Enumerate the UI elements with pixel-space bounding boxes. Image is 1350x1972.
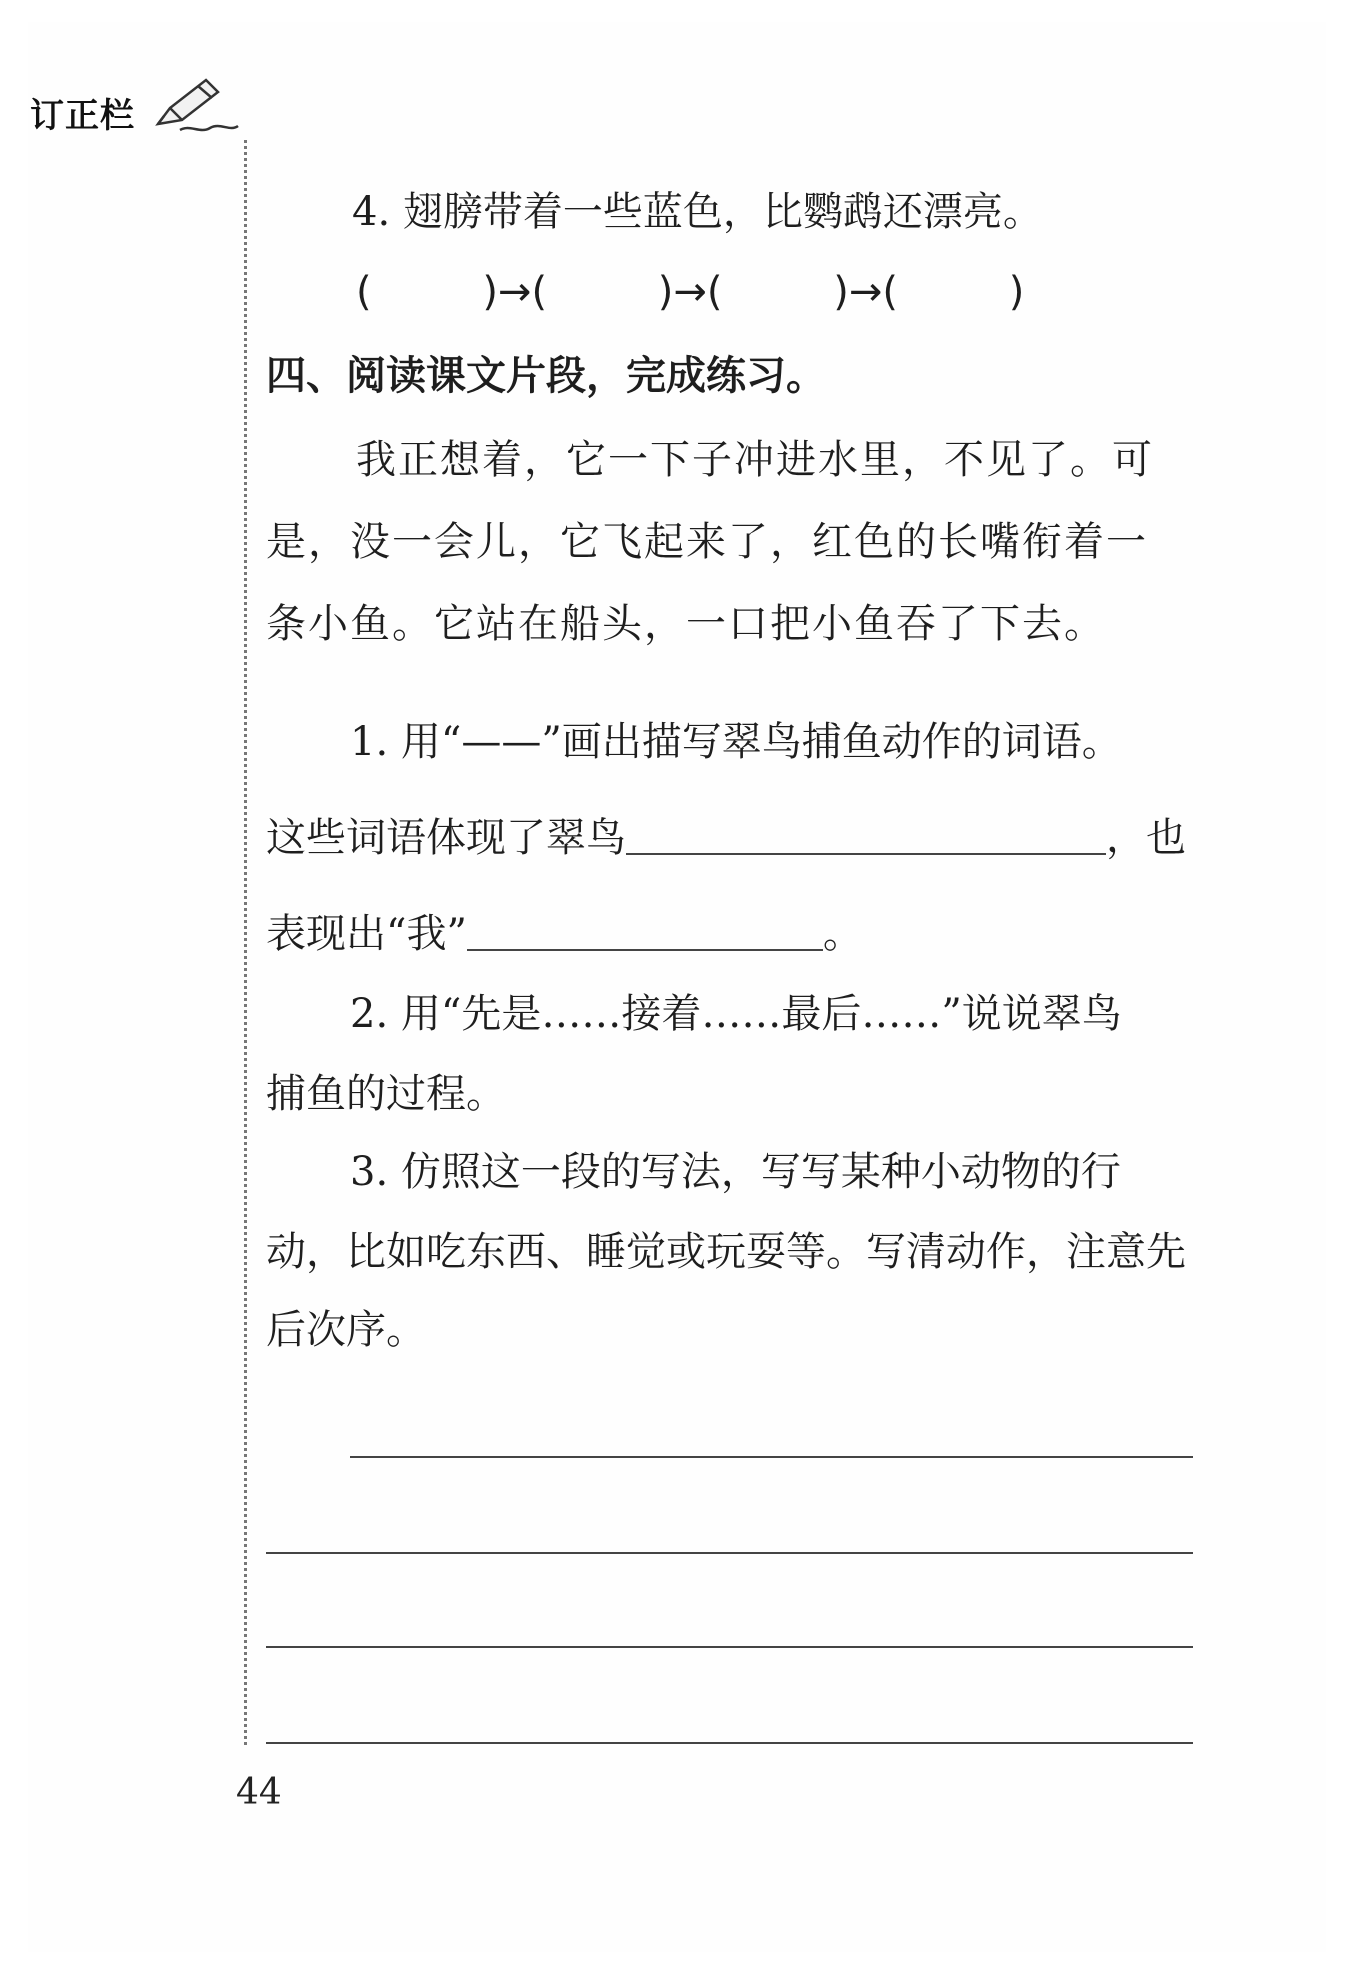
answer-blank-1[interactable]	[626, 817, 1106, 855]
question-1-prompt: 1. 用“——”画出描写翠鸟捕鱼动作的词语。	[350, 719, 1122, 765]
sequence-arrow-2: )→(	[657, 269, 723, 315]
question-2-prompt: 2. 用“先是……接着……最后……”说说翠鸟	[350, 991, 1122, 1037]
correction-column-label: 订正栏	[30, 96, 135, 136]
question-3-line-3: 后次序。	[266, 1307, 426, 1353]
question-1-line-2-text: 这些词语体现了翠鸟	[266, 815, 626, 861]
question-3-prompt: 3. 仿照这一段的写法，写写某种小动物的行	[350, 1149, 1121, 1195]
column-divider	[244, 140, 247, 1745]
sequence-open: (	[356, 269, 372, 315]
question-1-line-3	[266, 910, 863, 958]
sequence-arrow-3: )→(	[833, 269, 898, 315]
question-3-line-2: 动，比如吃东西、睡觉或玩耍等。写清动作，注意先	[266, 1229, 1186, 1275]
passage-line-2: 是，没一会儿，它飞起来了，红色的长嘴衔着一	[266, 519, 1148, 565]
answer-line-1[interactable]	[350, 1456, 1193, 1458]
page-number: 44	[236, 1772, 282, 1813]
sequence-close: )	[1008, 269, 1025, 315]
question-1-line-3-text: 表现出“我”	[266, 911, 467, 957]
question-1-line-2	[266, 814, 1186, 862]
item-4-sentence: 4. 翅膀带着一些蓝色，比鹦鹉还漂亮。	[352, 189, 1043, 235]
sequence-arrow-1: )→(	[482, 269, 548, 315]
section-heading: 四、阅读课文片段，完成练习。	[266, 353, 826, 399]
pencil-icon	[150, 72, 240, 136]
answer-line-2[interactable]	[266, 1552, 1193, 1554]
question-1-line-2-suffix: ，也	[1106, 815, 1186, 861]
question-1-line-3-suffix: 。	[822, 911, 863, 957]
question-2-line-2: 捕鱼的过程。	[266, 1071, 506, 1117]
sequence-blanks	[356, 268, 1024, 316]
passage-line-3: 条小鱼。它站在船头，一口把小鱼吞了下去。	[266, 601, 1106, 647]
answer-blank-2[interactable]	[467, 913, 823, 951]
answer-line-3[interactable]	[266, 1646, 1193, 1648]
passage-line-1: 我正想着，它一下子冲进水里，不见了。可	[356, 437, 1154, 483]
answer-line-4[interactable]	[266, 1742, 1193, 1744]
